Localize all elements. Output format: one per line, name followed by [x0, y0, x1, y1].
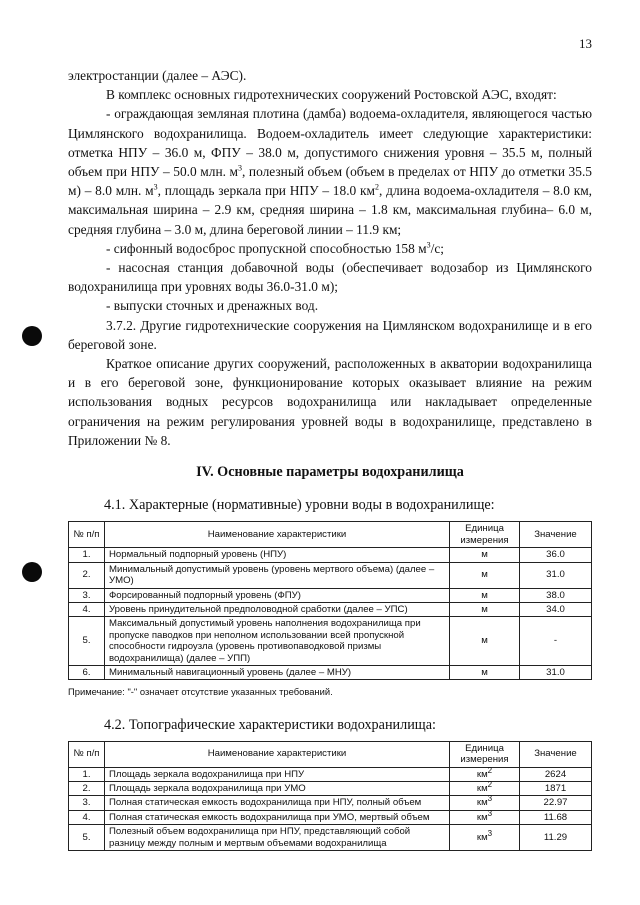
- punch-hole-top: [22, 326, 42, 346]
- row-number: 1.: [69, 548, 105, 562]
- row-unit: м: [450, 617, 520, 666]
- header-value: Значение: [520, 741, 592, 767]
- list-item-dam: - ограждающая земляная плотина (дамба) водоема-охладителя, являющегося частью Цимлянского водохранилища. Водоем-охладитель имеет следующие характеристики: отметка НПУ – 36.0 м, ФПУ – 38.0 м, допустимого снижения уровня – 35.5 м, полный объем при НПУ – 50.0 млн. $м^3$, полезный объем (объем в пределах от НПУ до отметки 35.5 м) – 8.0 млн. $м^3$, площадь зеркала при НПУ – 18.0 $км^2$, длина водоема-охладителя – 8.0 км, максимальная ширина – 2.9 км, средняя ширина – 1.8 км, максимальная глубина– 6.0 м, средняя глубина – 3.0 м, длина береговой линии – 11.9 км;: [68, 106, 593, 237]
- row-value: 31.0: [520, 562, 592, 588]
- table-row: [69, 588, 592, 602]
- list-item-pump-station: - насосная станция добавочной воды (обеспечивает водозабор из Цимлянского водохранилища при уровнях воды 36.0-31.0 м);: [68, 260, 592, 295]
- row-name: Площадь зеркала водохранилища при УМО: [105, 781, 450, 795]
- row-name: Минимальный навигационный уровень (далее – МНУ): [105, 665, 450, 679]
- row-name: Полная статическая емкость водохранилища при УМО, мертвый объем: [105, 810, 450, 824]
- row-number: 5.: [69, 825, 105, 851]
- table-row: [69, 767, 592, 781]
- table-row: [69, 781, 592, 795]
- list-item-outlets: - выпуски сточных и дренажных вод.: [106, 298, 319, 314]
- row-name: Нормальный подпорный уровень (НПУ): [105, 548, 450, 562]
- table-row: [69, 548, 592, 562]
- table1-note: Примечание: "-" означает отсутствие указанных требований.: [68, 686, 333, 698]
- page-number: 13: [579, 36, 592, 51]
- list-item-spillway: - сифонный водосброс пропускной способностью 158 $м^3/с$;: [106, 240, 445, 256]
- header-value: Значение: [520, 522, 592, 548]
- row-number: 3.: [69, 588, 105, 602]
- paragraph-3-7-2: 3.7.2. Другие гидротехнические сооружения на Цимлянском водохранилище и в его береговой зоне.: [68, 317, 592, 352]
- row-name: Форсированный подпорный уровень (ФПУ): [105, 588, 450, 602]
- header-unit: Единица измерения: [450, 741, 520, 767]
- row-name: Площадь зеркала водохранилища при НПУ: [105, 767, 450, 781]
- row-value: 34.0: [520, 602, 592, 616]
- row-value: -: [520, 617, 592, 666]
- table-row: [69, 810, 592, 824]
- row-unit: м: [450, 602, 520, 616]
- paragraph-description: Краткое описание других сооружений, расположенных в акватории водохранилища и в его береговой зоне, функционирование которых оказывает влияние на режим использования водных ресурсов водохранилища или накладывает определенные ограничения на режим регулирования уровней воды в водохранилище, представлено в Приложении № 8.: [68, 356, 592, 448]
- row-unit: $км^2$: [450, 767, 520, 781]
- paragraph-intro: электростанции (далее – АЭС).: [68, 68, 247, 83]
- water-levels-table: [68, 521, 592, 680]
- row-value: 38.0: [520, 588, 592, 602]
- header-name: Наименование характеристики: [105, 522, 450, 548]
- row-number: 4.: [69, 810, 105, 824]
- table-row: [69, 617, 592, 666]
- row-value: 11.68: [520, 810, 592, 824]
- row-value: 31.0: [520, 665, 592, 679]
- table-row: [69, 796, 592, 810]
- row-unit: $км^3$: [450, 810, 520, 824]
- row-name: Полезный объем водохранилища при НПУ, представляющий собой разницу между полным и мертвым объемами водохранилища: [105, 825, 450, 851]
- row-unit: м: [450, 562, 520, 588]
- row-number: 6.: [69, 665, 105, 679]
- row-value: 1871: [520, 781, 592, 795]
- paragraph-complex: В комплекс основных гидротехнических сооружений Ростовской АЭС, входят:: [106, 87, 557, 103]
- row-unit: м: [450, 665, 520, 679]
- row-number: 2.: [69, 781, 105, 795]
- table1-caption: 4.1. Характерные (нормативные) уровни воды в водохранилище:: [104, 497, 495, 514]
- row-value: 22.97: [520, 796, 592, 810]
- header-num: № п/п: [69, 522, 105, 548]
- row-name: Полная статическая емкость водохранилища при НПУ, полный объем: [105, 796, 450, 810]
- topography-table: [68, 741, 592, 851]
- row-name: Уровень принудительной предполоводной сработки (далее – УПС): [105, 602, 450, 616]
- table-row: [69, 562, 592, 588]
- row-value: 11.29: [520, 825, 592, 851]
- header-unit: Единица измерения: [450, 522, 520, 548]
- row-name: Минимальный допустимый уровень (уровень мертвого объема) (далее – УМО): [105, 562, 450, 588]
- row-number: 3.: [69, 796, 105, 810]
- punch-hole-bottom: [22, 562, 42, 582]
- row-number: 4.: [69, 602, 105, 616]
- section-title: IV. Основные параметры водохранилища: [196, 464, 464, 481]
- row-unit: м: [450, 588, 520, 602]
- row-unit: м: [450, 548, 520, 562]
- table-row: [69, 825, 592, 851]
- table-header-row: [69, 741, 592, 767]
- table2-caption: 4.2. Топографические характеристики водохранилища:: [104, 716, 436, 733]
- row-unit: $км^3$: [450, 825, 520, 851]
- row-number: 2.: [69, 562, 105, 588]
- row-value: 36.0: [520, 548, 592, 562]
- row-name: Максимальный допустимый уровень наполнения водохранилища при пропуске паводков при неполном использовании всей пропускной способности гидроузла (уровень противопаводковой призмы водохранилища) (далее – УПП): [105, 617, 450, 666]
- table-row: [69, 602, 592, 616]
- header-name: Наименование характеристики: [105, 741, 450, 767]
- row-number: 5.: [69, 617, 105, 666]
- row-number: 1.: [69, 767, 105, 781]
- row-unit: $км^3$: [450, 796, 520, 810]
- table-row: [69, 665, 592, 679]
- document-body: [68, 66, 592, 851]
- table-header-row: [69, 522, 592, 548]
- row-unit: $км^2$: [450, 781, 520, 795]
- row-value: 2624: [520, 767, 592, 781]
- header-num: № п/п: [69, 741, 105, 767]
